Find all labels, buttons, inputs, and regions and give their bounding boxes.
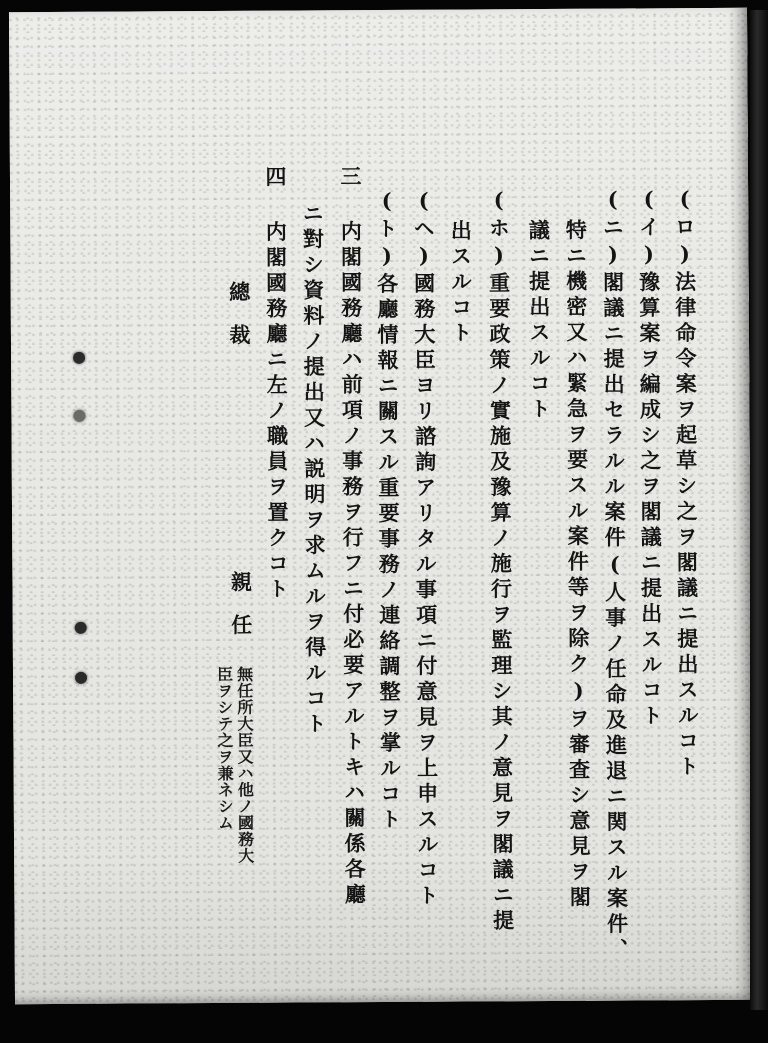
staff-note-line2: 臣ヲシテ之ヲ兼ネシム — [214, 665, 235, 832]
staff-note-line1: 無任所大臣又ハ他ノ國務大 — [234, 665, 255, 864]
item-ro: (ロ)法律命令案ヲ起草シ之ヲ閣議ニ提出スルコト — [672, 186, 701, 781]
page-edge-shadow — [750, 10, 768, 1010]
item-ni-continued: 特ニ機密又ハ緊急ヲ要スル案件等ヲ除ク)ヲ審査シ意見ヲ閣 — [563, 218, 593, 912]
item-ho: (ホ)重要政策ノ實施及豫算ノ施行ヲ監理シ其ノ意見ヲ閣議ニ提 — [486, 187, 516, 935]
item-ho-end: 出スルコト — [448, 219, 475, 348]
item-shi: 四 内閣國務廳ニ左ノ職員ヲ置クコト — [262, 165, 291, 604]
punch-hole-icon — [75, 622, 87, 634]
document-page — [9, 8, 753, 1004]
item-san-end: ニ對シ資料ノ提出又ハ説明ヲ求ムルヲ得ルコト — [300, 202, 329, 738]
item-he: (ヘ)國務大臣ヨリ諮詢アリタル事項ニ付意見ヲ上申スルコト — [411, 187, 441, 910]
staff-title: 總裁 — [226, 280, 253, 367]
item-ni: (ニ)閣議ニ提出セラルル案件(人事ノ任命及進退ニ関スル案件、 — [600, 186, 630, 964]
punch-hole-icon — [75, 672, 87, 684]
punch-hole-icon — [73, 410, 85, 422]
item-ni-end: 議ニ提出スルコト — [526, 218, 553, 424]
item-to: (ト)各廳情報ニ關スル重要事務ノ連絡調整ヲ掌ルコト — [374, 187, 404, 834]
item-san: 三 内閣國務廳ハ前項ノ事務ヲ行フニ付必要アルトキハ關係各廳 — [337, 165, 368, 909]
punch-hole-icon — [73, 352, 85, 364]
staff-rank: 親任 — [228, 570, 254, 657]
item-i: (イ)豫算案ヲ編成シ之ヲ閣議ニ提出スルコト — [636, 186, 665, 730]
